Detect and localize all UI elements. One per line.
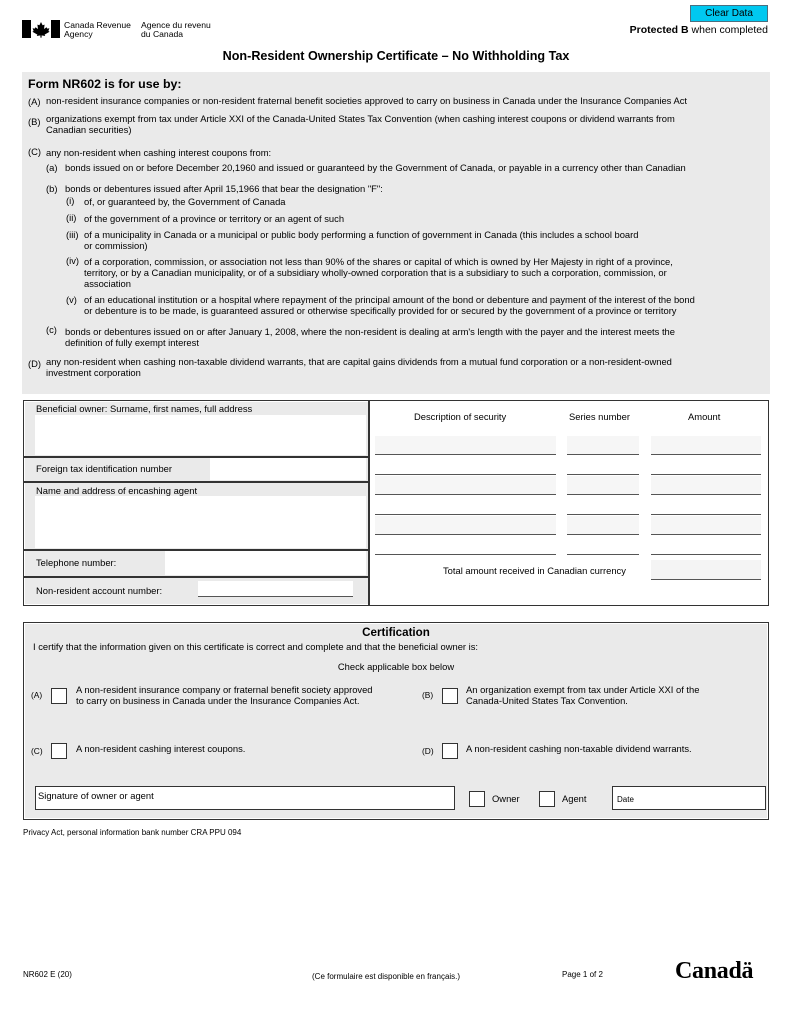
cert-c-checkbox[interactable] (51, 743, 67, 759)
amount-input[interactable] (651, 476, 761, 495)
cert-text-d: A non-resident cashing non-taxable dividend warrants. (466, 743, 692, 754)
row-divider (24, 481, 369, 483)
use-by-text-c-c-1: bonds or debentures issued on or after January 1, 2008, where the non-resident is dealing at arm's length with the payer and the interest meets the (65, 326, 675, 337)
amount-input[interactable] (651, 456, 761, 475)
description-input[interactable] (375, 476, 556, 495)
use-by-text-iv-2: territory, or by a Canadian municipality, or of a subsidiary wholly-owned corporation that is a subsidiary to such a corporation, commission, or (84, 267, 667, 278)
cert-label-b: (B) (422, 690, 434, 700)
use-by-text-iii-1: of a municipality in Canada or a municipal or public body performing a function of government in Canada (this includes a school board (84, 229, 639, 240)
use-by-label-iii: (iii) (66, 229, 79, 240)
agency-name-en: Canada Revenue Agency (64, 20, 131, 39)
use-by-text-b-1: organizations exempt from tax under Article XXI of the Canada-United States Tax Convention (when cashing interest coupons or dividend warrants from (46, 113, 675, 124)
series-number-input[interactable] (567, 536, 639, 555)
description-input[interactable] (375, 516, 556, 535)
cert-label-d: (D) (422, 746, 434, 756)
use-by-label-c-b: (b) (46, 183, 58, 194)
use-by-text-v-1: of an educational institution or a hospital where repayment of the principal amount of the bond or debenture and payment of the interest of the bond (84, 294, 695, 305)
owner-label: Owner (492, 793, 520, 804)
page-title: Non-Resident Ownership Certificate – No Withholding Tax (222, 49, 570, 63)
cert-a-checkbox[interactable] (51, 688, 67, 704)
amount-input[interactable] (651, 516, 761, 535)
col-series-header: Series number (569, 411, 630, 422)
total-amount-label: Total amount received in Canadian currency (443, 565, 626, 576)
account-number-label: Non-resident account number: (36, 585, 163, 596)
telephone-label: Telephone number: (36, 557, 117, 568)
use-by-label-a: (A) (28, 96, 41, 107)
agency-name-fr: Agence du revenu du Canada (141, 20, 211, 39)
col-amount-header: Amount (688, 411, 721, 422)
row-divider (24, 576, 369, 578)
agent-checkbox[interactable] (539, 791, 555, 807)
use-by-label-i: (i) (66, 195, 75, 206)
signature-field[interactable] (35, 786, 455, 810)
description-input[interactable] (375, 496, 556, 515)
amount-input[interactable] (651, 496, 761, 515)
certification-statement: I certify that the information given on this certificate is correct and complete and that the beneficial owner is: (33, 641, 479, 652)
use-by-text-b-2: Canadian securities) (46, 124, 132, 135)
cert-label-a: (A) (31, 690, 43, 700)
clear-data-button[interactable]: Clear Data (690, 5, 768, 22)
use-by-text-iv-1: of a corporation, commission, or association not less than 90% of the shares or capital of which is owned by Her Majesty in right of a province, (84, 256, 673, 267)
owner-checkbox[interactable] (469, 791, 485, 807)
use-by-text-c-b: bonds or debentures issued after April 15,1966 that bear the designation "F": (65, 183, 383, 194)
use-by-label-d: (D) (28, 358, 42, 369)
use-by-label-ii: (ii) (66, 212, 77, 223)
use-by-text-c: any non-resident when cashing interest coupons from: (46, 147, 272, 158)
cert-text-a-2: to carry on business in Canada under the Insurance Companies Act. (76, 695, 360, 706)
foreign-tax-id-input[interactable] (210, 458, 366, 480)
beneficial-owner-input[interactable] (35, 415, 366, 455)
use-by-text-iii-2: or commission) (84, 240, 148, 251)
use-by-text-iv-3: association (84, 278, 131, 289)
use-by-text-d-2: investment corporation (46, 367, 141, 378)
amount-input[interactable] (651, 436, 761, 455)
date-field[interactable] (612, 786, 766, 810)
use-by-text-a: non-resident insurance companies or non-resident fraternal benefit societies approved to carry on business in Canada under the Insurance Companies Act (46, 95, 687, 106)
use-by-label-b: (B) (28, 116, 41, 127)
cert-text-a-1: A non-resident insurance company or fraternal benefit society approved (76, 684, 373, 695)
protected-b-notice: Protected B when completed (629, 24, 768, 36)
use-by-label-c: (C) (28, 146, 42, 157)
use-by-label-iv: (iv) (66, 255, 80, 266)
encashing-agent-label: Name and address of encashing agent (36, 485, 198, 496)
amount-input[interactable] (651, 536, 761, 555)
account-number-input[interactable] (198, 581, 353, 597)
use-by-label-c-a: (a) (46, 162, 58, 173)
page-number: Page 1 of 2 (562, 970, 603, 979)
french-availability-note: (Ce formulaire est disponible en français.) (312, 972, 461, 981)
foreign-tax-id-label: Foreign tax identification number (36, 463, 173, 474)
use-by-text-c-c-2: definition of fully exempt interest (65, 337, 199, 348)
privacy-note: Privacy Act, personal information bank number CRA PPU 094 (23, 828, 242, 837)
canada-flag-icon (22, 20, 60, 38)
use-by-text-i: of, or guaranteed by, the Government of Canada (84, 196, 286, 207)
use-by-text-d-1: any non-resident when cashing non-taxable dividend warrants, that are capital gains dividends from a mutual fund corporation or a non-resident-owned (46, 356, 672, 367)
column-divider (368, 401, 370, 605)
col-description-header: Description of security (414, 411, 507, 422)
series-number-input[interactable] (567, 496, 639, 515)
use-by-heading: Form NR602 is for use by: (28, 77, 182, 91)
certification-title: Certification (362, 626, 430, 639)
beneficial-owner-label: Beneficial owner: Surname, first names, full address (36, 403, 253, 414)
use-by-text-v-2: or debenture is to be made, is guaranteed assured or otherwise specifically provided for or secured by the government of a province or territory (84, 305, 677, 316)
check-note: Check applicable box below (337, 661, 455, 672)
cert-label-c: (C) (31, 746, 43, 756)
description-input[interactable] (375, 536, 556, 555)
total-amount-input[interactable] (651, 560, 761, 580)
canada-wordmark-logo: Canadä (675, 958, 754, 984)
use-by-label-c-c: (c) (46, 324, 57, 335)
cert-text-b-1: An organization exempt from tax under Article XXI of the (466, 684, 700, 695)
cert-b-checkbox[interactable] (442, 688, 458, 704)
series-number-input[interactable] (567, 436, 639, 455)
description-input[interactable] (375, 436, 556, 455)
encashing-agent-input[interactable] (35, 496, 366, 548)
cert-text-b-2: Canada-United States Tax Convention. (466, 695, 628, 706)
date-label: Date (617, 795, 634, 804)
cert-text-c: A non-resident cashing interest coupons. (76, 743, 246, 754)
form-number: NR602 E (20) (23, 970, 72, 979)
use-by-text-ii: of the government of a province or territory or an agent of such (84, 213, 345, 224)
series-number-input[interactable] (567, 516, 639, 535)
signature-label: Signature of owner or agent (38, 790, 154, 801)
series-number-input[interactable] (567, 476, 639, 495)
agent-label: Agent (562, 793, 587, 804)
cert-d-checkbox[interactable] (442, 743, 458, 759)
use-by-label-v: (v) (66, 294, 77, 305)
use-by-text-c-a: bonds issued on or before December 20,1960 and issued or guaranteed by the Government of Canada, or payable in a currency other than Canadian (65, 162, 686, 173)
series-number-input[interactable] (567, 456, 639, 475)
telephone-input[interactable] (165, 551, 366, 575)
description-input[interactable] (375, 456, 556, 475)
